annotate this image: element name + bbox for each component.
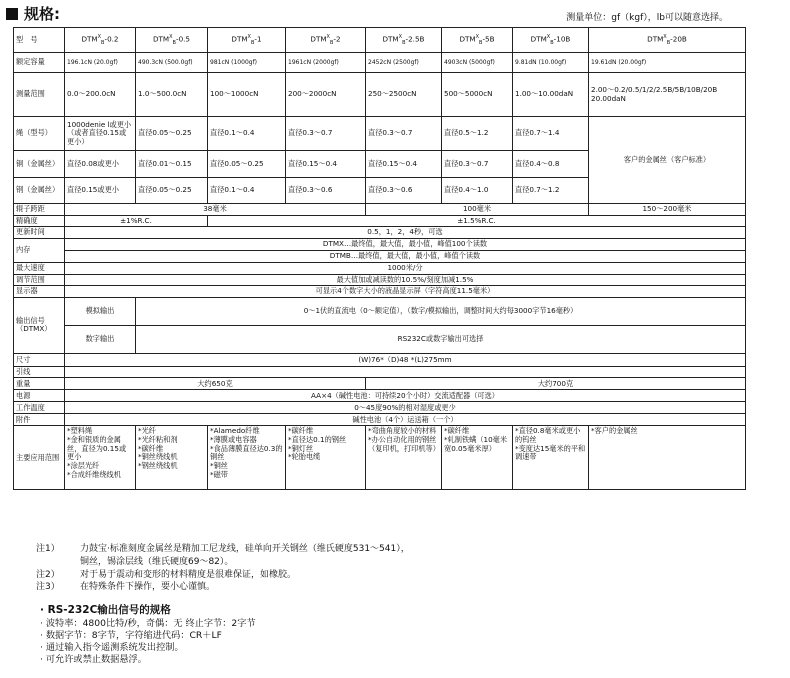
apps-cell: *客户的金属丝	[589, 426, 746, 490]
row-label: 精确度	[14, 215, 65, 227]
weight-value: 大约650克	[65, 378, 366, 390]
weight-row	[14, 378, 746, 390]
row-label: 辊子跨距	[14, 204, 65, 216]
row-label: 重量	[14, 378, 65, 390]
note-text: 对于易于震动和变形的材料精度是很难保证，如橡胶。	[80, 569, 297, 580]
row-label: 尺寸	[14, 353, 65, 366]
range-cell: 0.0～200.0cN	[65, 73, 136, 117]
memory-value: DTMX…最终值，最大值，最小值，峰值100个读数	[65, 238, 746, 250]
range-cell: 200～2000cN	[286, 73, 366, 117]
yarn-cell: 直径0.3～0.7	[366, 117, 442, 151]
apps-cell: *直径0.8毫米或更小的钨丝 *变度达15毫米的平和调速带	[513, 426, 589, 490]
analog-label: 模拟输出	[65, 297, 136, 325]
roller-value: 38毫米	[65, 204, 366, 216]
apps-cell: *弯曲角度较小的材料 *办公自动化用的钢丝（复印机，打印机等）	[366, 426, 442, 490]
range-cell: 250～2500cN	[366, 73, 442, 117]
accuracy-value: ±1%R.C.	[65, 215, 208, 227]
row-label: 额定容量	[14, 53, 65, 73]
row-label: 显示器	[14, 286, 65, 298]
steel-cell: 直径0.4～1.0	[442, 178, 513, 204]
copper-cell: 直径0.4～0.8	[513, 151, 589, 178]
row-label: 更新时间	[14, 227, 65, 239]
capacity-row	[14, 53, 746, 73]
model-cell: $DTM^X_B-2.5B$	[366, 28, 442, 53]
note-text: 在特殊条件下操作，要小心谨慎。	[80, 582, 216, 593]
yarn-row	[14, 117, 746, 151]
model-label: 型 号	[14, 28, 65, 53]
capacity-cell: 981cN (1000gf)	[208, 53, 286, 73]
model-cell: $DTM^X_B-0.5$	[136, 28, 208, 53]
unit-note: 测量单位：gf（kgf），lb可以随意选择。	[566, 13, 728, 23]
apps-cell: *光纤 *光纤粘和剂 *碳纤维 *铜丝绕线机 *钢丝绕线机	[136, 426, 208, 490]
row-label: 钢（金属丝）	[14, 178, 65, 204]
model-cell: $DTM^X_B-20B$	[589, 28, 746, 53]
row-label: 测量范围	[14, 73, 65, 117]
row-label: 附件	[14, 414, 65, 426]
weight-value: 大约700克	[366, 378, 746, 390]
steel-cell: 直径0.3～0.6	[366, 178, 442, 204]
range-cell: 1.00～10.00daN	[513, 73, 589, 117]
model-cell: $DTM^X_B-1$	[208, 28, 286, 53]
memory-value: DTMB…最终值，最大值，最小值，峰值个读数	[65, 250, 746, 262]
power-row	[14, 390, 746, 402]
steel-cell: 直径0.05～0.25	[136, 178, 208, 204]
accuracy-value: ±1.5%R.C.	[208, 215, 746, 227]
capacity-cell: 2452cN (2500gf)	[366, 53, 442, 73]
display-row	[14, 286, 746, 298]
note-key: 注2）	[36, 569, 60, 580]
update-row	[14, 227, 746, 239]
range-cell: 100～1000cN	[208, 73, 286, 117]
size-value: (W)76*（D)48 *(L)275mm	[65, 353, 746, 366]
row-label: 工作温度	[14, 402, 65, 414]
speed-row	[14, 262, 746, 274]
memory-row	[14, 238, 746, 250]
size-row	[14, 353, 746, 366]
roller-value: 150～200毫米	[589, 204, 746, 216]
copper-cell: 直径0.15～0.4	[286, 151, 366, 178]
update-value: 0.5，1，2，4秒，可选	[65, 227, 746, 239]
row-label: 最大速度	[14, 262, 65, 274]
apps-cell: *塑料绳 *金和银质的金属丝，直径为0.15或更小 *涂层光纤 *合成纤维绕线机	[65, 426, 136, 490]
yarn-cell: 直径0.5～1.2	[442, 117, 513, 151]
analog-value: 0～1伏的直流电（0～额定值），（数字/模拟输出，调整时间大约每3000字节16毫秒）	[136, 297, 746, 325]
yarn-cell: 直径0.7～1.4	[513, 117, 589, 151]
row-label: 引线	[14, 366, 65, 378]
temp-row	[14, 402, 746, 414]
speed-value: 1000米/分	[65, 262, 746, 274]
rs232-item: · 数据字节：8字节，字符缩进代码：CR＋LF	[40, 630, 222, 641]
model-row	[14, 28, 746, 53]
note-line	[36, 556, 410, 569]
steel-cell: 直径0.7～1.2	[513, 178, 589, 204]
section-title: 规格:	[24, 5, 60, 23]
accessory-row	[14, 414, 746, 426]
memory-row-2	[14, 250, 746, 262]
note-key	[36, 556, 80, 569]
power-value: AA×4（碱性电池：可持续20个小时）交流适配器（可选）	[65, 390, 746, 402]
model-cell: $DTM^X_B-0.2$	[65, 28, 136, 53]
roller-value: 100毫米	[366, 204, 589, 216]
row-label: 调节范围	[14, 274, 65, 286]
note-key: 注3）	[36, 582, 60, 593]
roller-row	[14, 204, 746, 216]
lead-value	[65, 366, 746, 378]
notes	[36, 543, 410, 594]
note-text: 铜丝，锡涂层线（维氏硬度69～82）。	[80, 556, 234, 567]
square-bullet-icon	[6, 8, 18, 20]
spec-table	[13, 27, 746, 490]
row-label: 电源	[14, 390, 65, 402]
copper-cell: 直径0.3～0.7	[442, 151, 513, 178]
capacity-cell: 1961cN (2000gf)	[286, 53, 366, 73]
yarn-cell: 直径0.1～0.4	[208, 117, 286, 151]
model-cell: $DTM^X_B-5B$	[442, 28, 513, 53]
copper-cell: 直径0.08或更小	[65, 151, 136, 178]
display-value: 可显示4个数字大小的液晶显示屏（字符高度11.5毫米）	[65, 286, 746, 298]
accessory-value: 碱性电池（4个）运送箱（一个）	[65, 414, 746, 426]
copper-cell: 直径0.15～0.4	[366, 151, 442, 178]
yarn-cell: 1000denie l或更小（或者直径0.15或更小）	[65, 117, 136, 151]
rs232-item: · 可允许或禁止数据悬浮。	[40, 654, 147, 666]
rs232-title: · RS-232C输出信号的规格	[40, 604, 171, 616]
apps-cell: *碳纤维 *直径达0.1的钢丝 *铜灯丝 *轮胎电缆	[286, 426, 366, 490]
rs232-item: · 波特率：4800比特/秒，奇偶：无 终止字节：2字节	[40, 617, 256, 629]
temp-value: 0～45度90%的相对湿度或更少	[65, 402, 746, 414]
adjust-row	[14, 274, 746, 286]
capacity-cell: 4903cN (5000gf)	[442, 53, 513, 73]
row-label: 输出信号（DTMX）	[14, 297, 65, 353]
capacity-cell: 19.61dN (20.00gf)	[589, 53, 746, 73]
range-row	[14, 73, 746, 117]
range-cell: 1.0～500.0cN	[136, 73, 208, 117]
digital-value: RS232C或数字输出可选择	[136, 325, 746, 353]
model-cell: $DTM^X_B-2$	[286, 28, 366, 53]
apps-cell: *Alamedo纤维 *薄膜或电容器 *食品薄膜直径达0.3的铜丝 *铜丝 *磁带	[208, 426, 286, 490]
capacity-cell: 9.81dN (10.00gf)	[513, 53, 589, 73]
rs232-spec	[40, 604, 256, 666]
section-header	[6, 3, 60, 24]
note-line	[36, 543, 410, 556]
yarn-cell: 直径0.05～0.25	[136, 117, 208, 151]
capacity-cell: 196.1cN (20.0gf)	[65, 53, 136, 73]
note-line	[36, 569, 410, 582]
row-label: 铜（金属丝）	[14, 151, 65, 178]
copper-cell: 直径0.01～0.15	[136, 151, 208, 178]
apps-cell: *碳纤维 *轧制铁螨（10毫米宽0.05毫米厚）	[442, 426, 513, 490]
range-cell: 2.00～0.2/0.5/1/2/2.5B/5B/10B/20B 20.00daN	[589, 73, 746, 117]
lead-row	[14, 366, 746, 378]
model-cell: $DTM^X_B-10B$	[513, 28, 589, 53]
output-analog-row	[14, 297, 746, 325]
note-text: 力鼓宝·标准刻度金属丝是精加工尼龙线，硅单向开关钢丝（维氏硬度531～541），	[80, 544, 410, 554]
rs232-item: · 通过输入指令遥测系统发出控制。	[40, 642, 184, 654]
steel-cell: 直径0.3～0.6	[286, 178, 366, 204]
accuracy-row	[14, 215, 746, 227]
yarn-cell: 直径0.3～0.7	[286, 117, 366, 151]
note-key: 注1）	[36, 544, 60, 554]
row-label: 绳（型号）	[14, 117, 65, 151]
copper-cell: 直径0.05～0.25	[208, 151, 286, 178]
output-digital-row	[14, 325, 746, 353]
row-label: 内存	[14, 238, 65, 262]
range-cell: 500～5000cN	[442, 73, 513, 117]
steel-cell: 直径0.1～0.4	[208, 178, 286, 204]
customer-metal-cell: 客户的金属丝（客户标准）	[589, 117, 746, 204]
apps-row	[14, 426, 746, 490]
note-line	[36, 581, 410, 594]
capacity-cell: 490.3cN (500.0gf)	[136, 53, 208, 73]
digital-label: 数字输出	[65, 325, 136, 353]
adjust-value: 最大值加或减读数的10.5%/刻度加减1.5%	[65, 274, 746, 286]
steel-cell: 直径0.15或更小	[65, 178, 136, 204]
row-label: 主要应用范围	[14, 426, 65, 490]
